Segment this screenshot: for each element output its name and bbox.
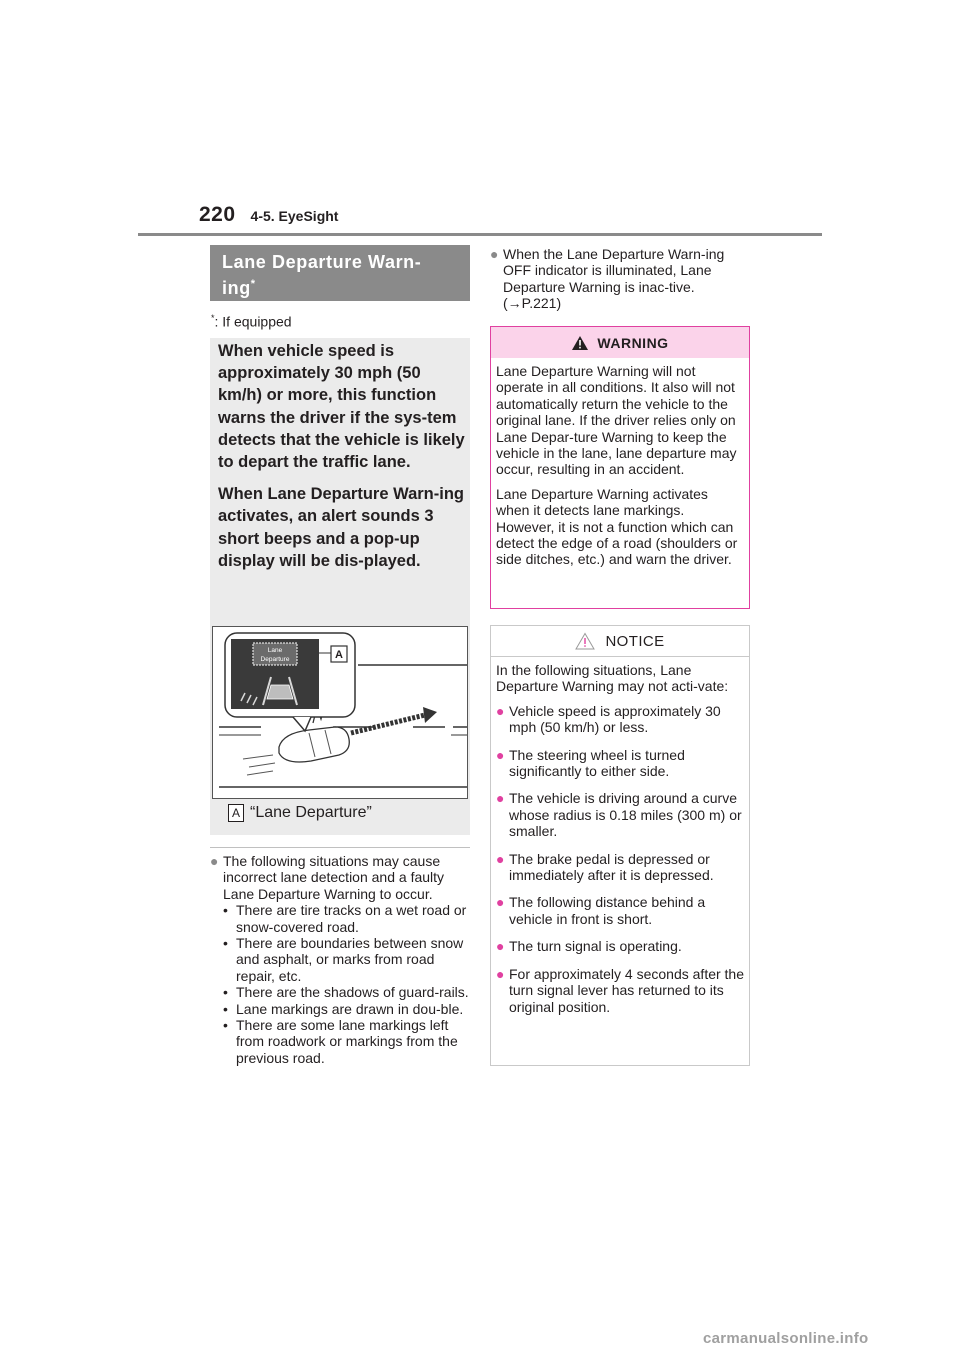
list-item: • There are boundaries between snow and asphalt, or marks from road repair, etc. [223, 935, 464, 984]
section-title-mark: * [250, 278, 256, 290]
motion-lines-icon [243, 755, 275, 775]
callout-letter: A [335, 649, 343, 661]
section-title [222, 251, 458, 299]
list-item: ● The turn signal is operating. [496, 938, 682, 955]
bullet-icon: ● [496, 702, 505, 719]
bullet-icon: ● [496, 938, 505, 955]
notice-box [490, 625, 750, 1066]
list-item: • There are tire tracks on a wet road or snow-covered road. [223, 902, 467, 935]
footnote-mark: * [211, 313, 215, 323]
list-item: ● The brake pedal is depressed or immediately after it is depressed. [496, 850, 714, 884]
off-indicator-note [490, 246, 752, 312]
warning-header [491, 327, 749, 358]
footnote-text: : If equipped [214, 313, 292, 330]
notice-header [491, 626, 749, 657]
incorrect-detection-text: The following situations may cause incorrect lane detection and a faulty Lane Departure Warning to occur. [223, 853, 445, 902]
illustration-caption [228, 804, 372, 822]
list-item: ● For approximately 4 seconds after the turn signal lever has returned to its original position. [496, 965, 745, 1015]
list-item: • There are some lane markings left from roadwork or markings from the previous road. [223, 1017, 458, 1066]
summary-box [210, 338, 470, 835]
display-text-line1: Lane [267, 647, 283, 654]
section-title-box [210, 245, 470, 301]
summary-para-2: When Lane Departure Warn-ing activates, an alert sounds 3 short beeps and a pop-up display will be dis-played. [218, 485, 464, 570]
bullet-icon: ● [496, 894, 505, 911]
bullet-icon: ● [496, 746, 505, 763]
bullet-icon: ● [496, 790, 505, 807]
direction-arrow-icon [351, 707, 437, 733]
page-reference-link[interactable]: P.221 [521, 295, 557, 312]
warning-box [490, 326, 750, 609]
caption-text: “Lane Departure” [250, 804, 372, 821]
bullet-icon: ● [496, 965, 505, 982]
off-indicator-text: When the Lane Departure Warn-ing OFF indicator is illuminated, Lane Departure Warning is inac-tive. ( [503, 246, 725, 312]
site-watermark: carmanualsonline.info [703, 1330, 869, 1347]
list-item: ● The vehicle is driving around a curve whose radius is 0.18 miles (300 m) or smaller. [496, 790, 742, 840]
caption-letter: A [228, 804, 244, 822]
incorrect-detection-notes [210, 853, 472, 1066]
lane-departure-illustration [212, 626, 468, 799]
summary-text [218, 340, 466, 582]
list-item: • There are the shadows of guard-rails. [223, 984, 469, 1001]
section-label: 4-5. EyeSight [250, 208, 339, 224]
summary-para-1: When vehicle speed is approximately 30 mph (50 km/h) or more, this function warns the driver if the sys-tem detects that the vehicle is likely to depart the traffic lane. [218, 342, 465, 472]
car-top-view-icon [279, 727, 349, 762]
incorrect-detection-list [210, 902, 472, 1066]
section-title-line1: Lane Departure Warn- [222, 252, 422, 272]
page-number: 220 [199, 203, 236, 226]
warning-para-2: Lane Departure Warning activates when it detects lane markings. However, it is not a function which can detect the edge of a road (shoulders or side ditches, etc.) and warn the driver. [496, 485, 738, 568]
display-text-line2: Departure [260, 656, 290, 663]
bullet-icon: ● [490, 246, 499, 262]
list-item: ● The steering wheel is turned significantly to either side. [496, 746, 685, 780]
bullet-icon: ● [496, 850, 505, 867]
caution-triangle-icon [575, 632, 595, 650]
footnote [211, 313, 292, 330]
left-divider [210, 847, 470, 848]
arrow-right-icon: → [507, 295, 522, 312]
warning-para-1: Lane Departure Warning will not operate in all conditions. It also will not automatically return the vehicle to the original lane. If the driver relies only on Lane Depar-ture Warning to keep the vehicle in the lane, lane departure may occur, resulting in an accident. [496, 363, 737, 478]
page-header [199, 203, 338, 227]
notice-title: NOTICE [605, 632, 665, 650]
notice-body [491, 657, 749, 1031]
section-title-line2: ing [222, 278, 251, 298]
bullet-icon: ● [210, 853, 219, 869]
warning-triangle-icon [571, 335, 589, 351]
off-indicator-bullet: ● When the Lane Departure Warn-ing OFF indicator is illuminated, Lane Departure Warning is inac-tive. (→P.221) [490, 246, 725, 312]
warning-title: WARNING [597, 334, 669, 351]
list-item: • Lane markings are drawn in dou-ble. [223, 1000, 464, 1017]
list-item: ● Vehicle speed is approximately 30 mph (50 km/h) or less. [496, 702, 721, 736]
incorrect-detection-bullet [210, 853, 472, 902]
notice-intro: In the following situations, Lane Departure Warning may not acti-vate: [496, 662, 729, 695]
lane-departure-diagram [213, 627, 467, 798]
list-item: ● The following distance behind a vehicle in front is short. [496, 894, 706, 927]
header-rule [138, 233, 822, 236]
warning-body [491, 358, 749, 581]
